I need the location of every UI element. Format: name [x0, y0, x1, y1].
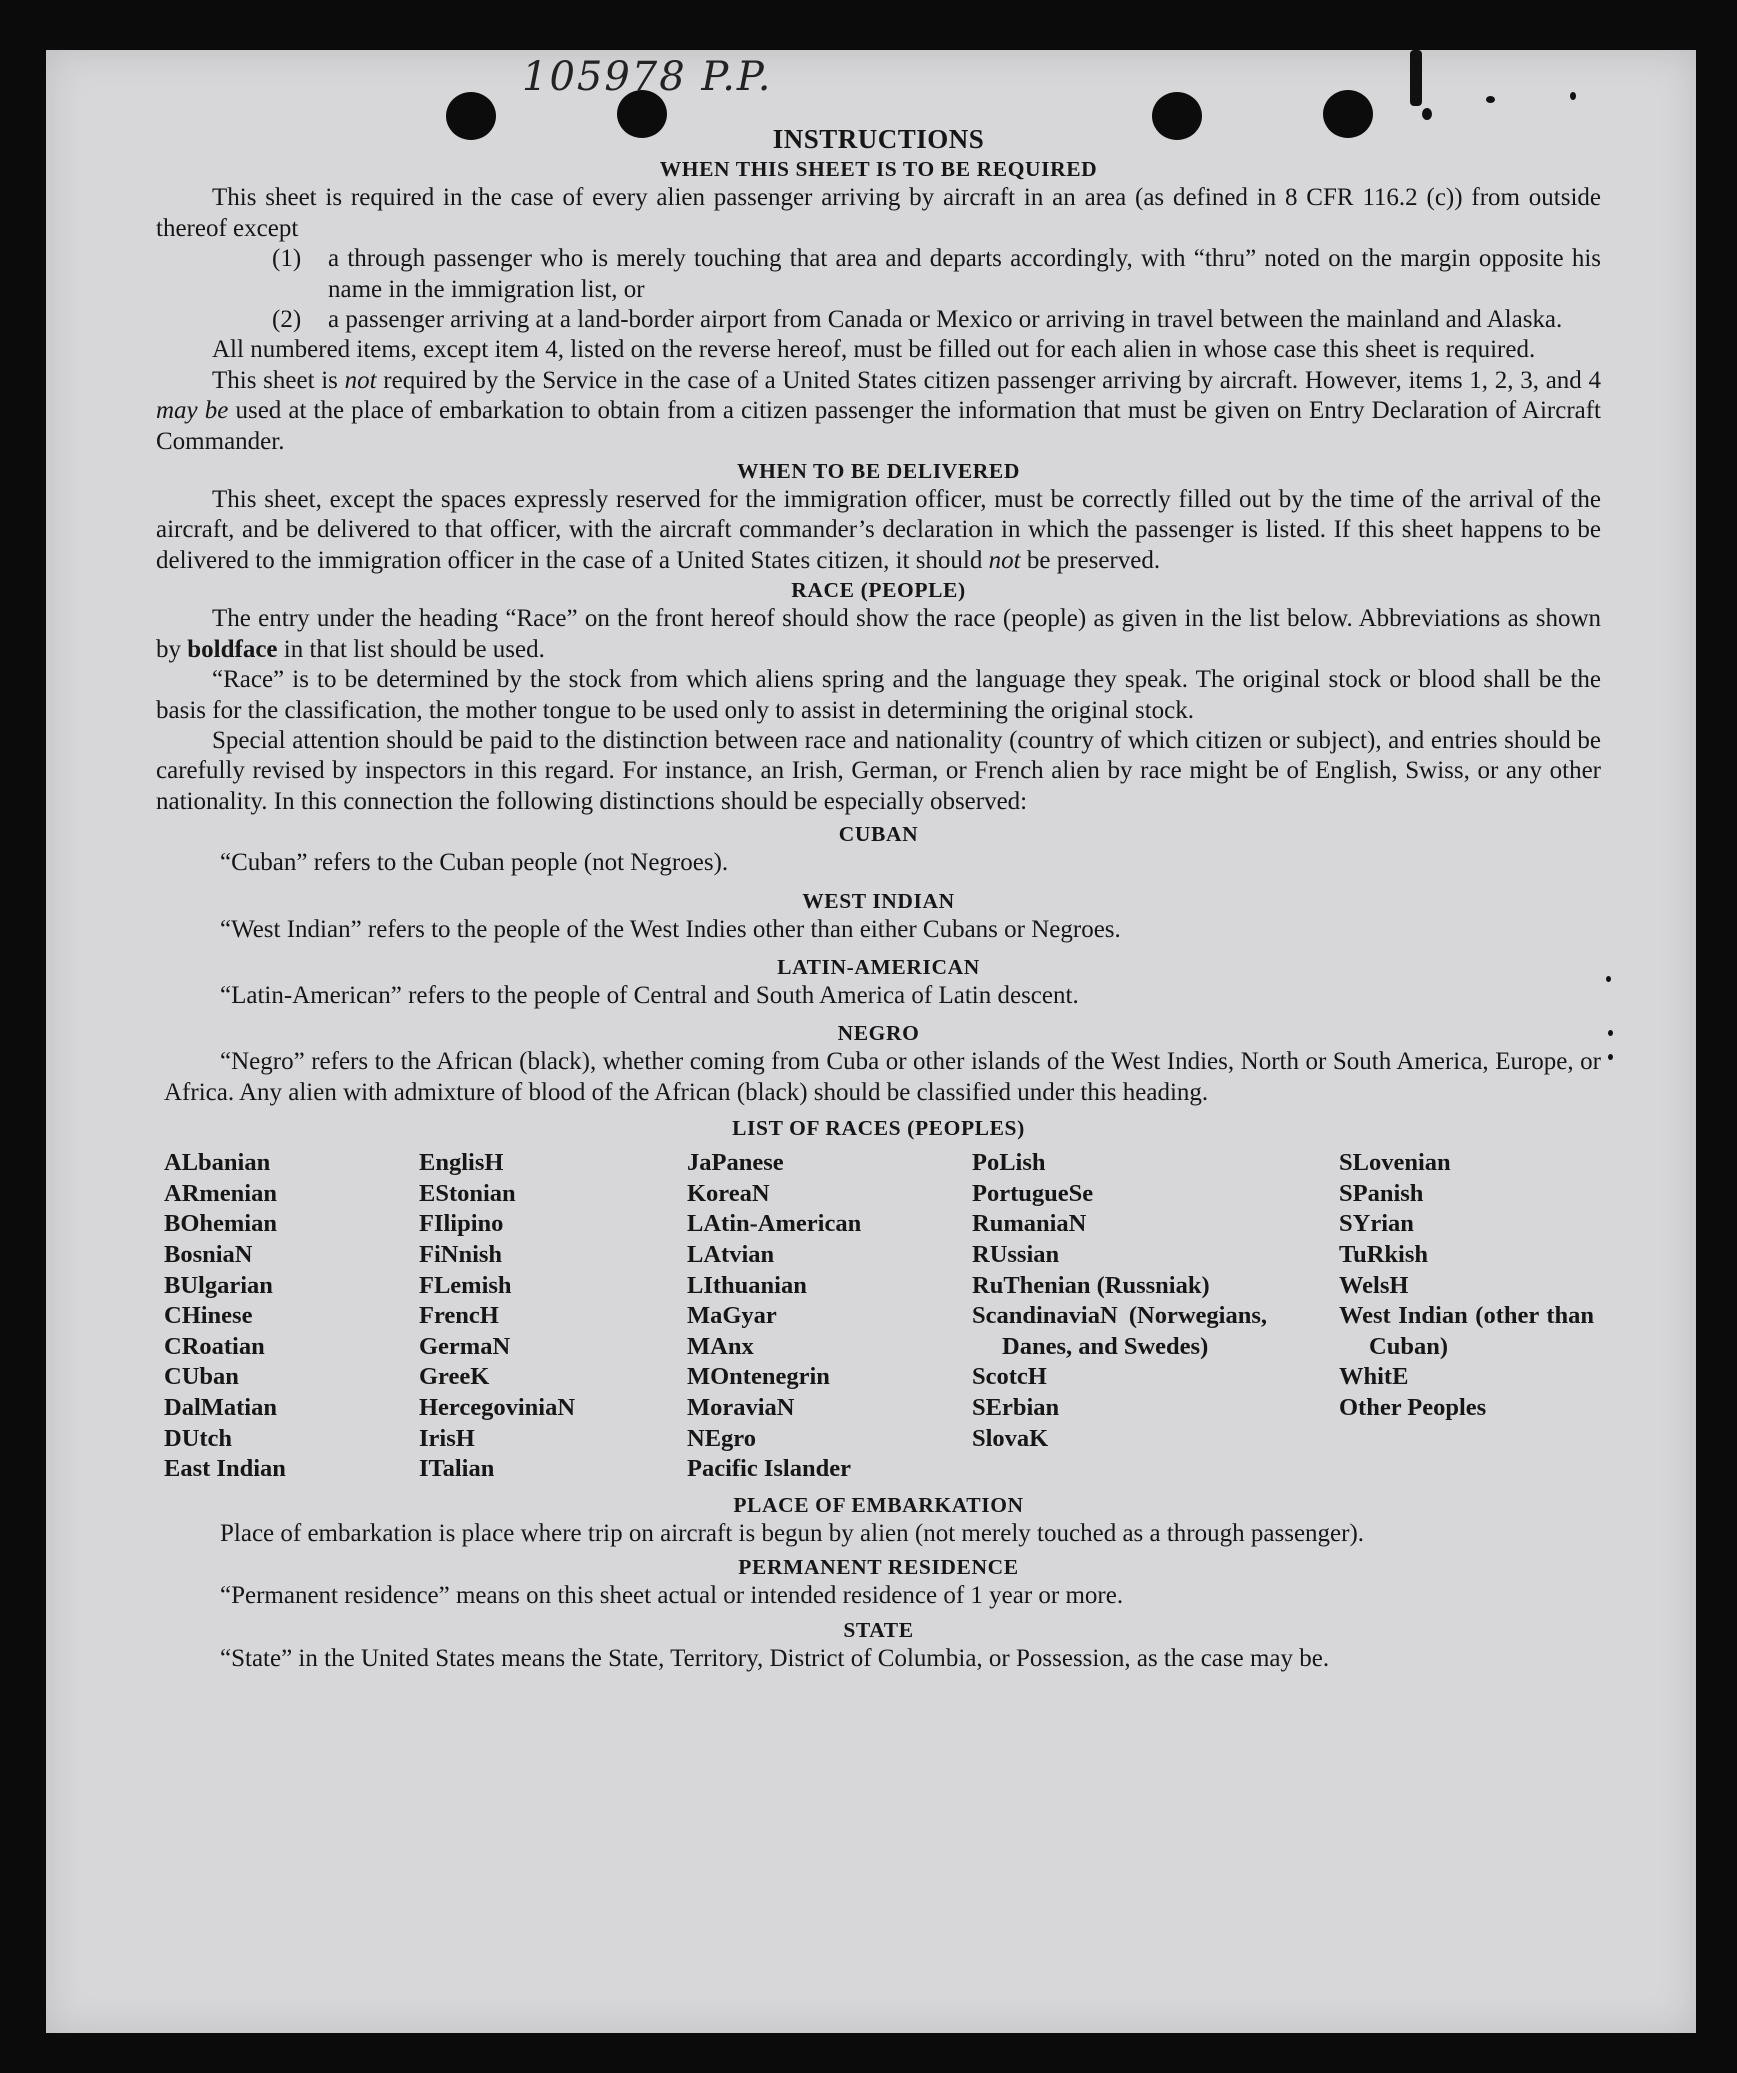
section-heading: LIST OF RACES (PEOPLES) — [732, 1116, 1025, 1141]
instructions-body — [156, 124, 1601, 1674]
section-heading: NEGRO — [837, 1021, 920, 1046]
paragraph: Place of embarkation is place where trip on aircraft is begun by alien (not merely touched as a through passenger). — [220, 1519, 1365, 1547]
section-heading: WEST INDIAN — [802, 888, 955, 913]
document-sheet — [46, 50, 1696, 2033]
race-entry: HercegoviniaN — [419, 1393, 576, 1421]
race-entry: PoLish — [972, 1149, 1046, 1177]
race-entry: SErbian — [972, 1393, 1060, 1421]
race-entry: BUlgarian — [164, 1271, 273, 1299]
race-entry: GermaN — [419, 1332, 511, 1360]
paragraph: “Race” is to be determined by the stock from which aliens spring and the language they speak. The original stock or blood shall be the basis for the classification, the mother tongue to be used only to assist in determining the original stock. — [156, 666, 1601, 724]
race-entry: CHinese — [164, 1302, 253, 1330]
race-entry: PortugueSe — [972, 1179, 1094, 1207]
section-heading: WHEN TO BE DELIVERED — [736, 459, 1021, 484]
section-heading: PLACE OF EMBARKATION — [733, 1492, 1024, 1517]
race-entry: DalMatian — [164, 1393, 277, 1421]
races-column — [164, 1148, 419, 1485]
races-column — [419, 1148, 687, 1485]
ink-speck — [1410, 50, 1422, 106]
race-entry: ALbanian — [164, 1149, 271, 1177]
section-heading: PERMANENT RESIDENCE — [738, 1555, 1019, 1580]
page-title: INSTRUCTIONS — [772, 124, 985, 154]
paragraph: This sheet, except the spaces expressly reserved for the immigration officer, must be correctly filled out by the time of the arrival of the aircraft, and be delivered to that officer, with the aircraft commander’s declaration in which the passenger is listed. If this sheet happens to be delivered to the immigration officer in the case of a United States citizen, it should not be preserved. — [156, 486, 1601, 574]
item-number: (1) — [272, 245, 302, 273]
race-entry: EStonian — [419, 1179, 516, 1207]
race-entry: ScotcH — [972, 1363, 1047, 1391]
races-column — [687, 1148, 972, 1485]
paragraph: The entry under the heading “Race” on the front hereof should show the race (people) as given in the list below. Abbreviations as shown by boldface in that list should be used. — [156, 605, 1601, 663]
paragraph: “Latin-American” refers to the people of Central and South America of Latin descent. — [220, 981, 1079, 1009]
race-entry: SPanish — [1339, 1179, 1424, 1207]
ink-speck — [1422, 108, 1432, 120]
paragraph: “West Indian” refers to the people of the West Indies other than either Cubans or Negroes. — [220, 915, 1121, 943]
ink-speck — [1608, 1054, 1613, 1060]
race-entry: LAtin-American — [687, 1210, 862, 1238]
race-entry: East Indian — [164, 1455, 286, 1483]
race-entry: WhitE — [1339, 1363, 1409, 1391]
race-entry: FrencH — [419, 1302, 499, 1330]
ink-speck — [1608, 1030, 1613, 1036]
paragraph: “Permanent residence” means on this sheet actual or intended residence of 1 year or more. — [220, 1582, 1124, 1610]
paragraph: All numbered items, except item 4, listed on the reverse hereof, must be filled out for each alien in whose case this sheet is required. — [212, 336, 1536, 364]
race-entry: MAnx — [687, 1332, 754, 1360]
race-entry: MaGyar — [687, 1302, 777, 1330]
race-entry: IrisH — [419, 1424, 475, 1452]
race-entry: RumaniaN — [972, 1210, 1087, 1238]
race-entry: ScandinaviaN (Norwegians, Danes, and Swedes) — [972, 1302, 1267, 1360]
race-entry: NEgro — [687, 1424, 756, 1452]
item-text: a through passenger who is merely touching that area and departs accordingly, with “thru” noted on the margin opposite his name in the immigration list, or — [328, 245, 1601, 303]
paragraph: This sheet is not required by the Service in the case of a United States citizen passenger arriving by aircraft. However, items 1, 2, 3, and 4 may be used at the place of embarkation to obtain from a citizen passenger the information that must be given on Entry Declaration of Aircraft Commander. — [156, 366, 1602, 455]
item-text: a passenger arriving at a land-border airport from Canada or Mexico or arriving in travel between the mainland and Alaska. — [328, 306, 1563, 334]
race-entry: FIlipino — [419, 1210, 504, 1238]
race-entry: CRoatian — [164, 1332, 265, 1360]
race-entry: MOntenegrin — [687, 1363, 830, 1391]
race-entry: RUssian — [972, 1240, 1060, 1268]
race-entry: FLemish — [419, 1271, 512, 1299]
section-heading: STATE — [843, 1617, 914, 1642]
paragraph: This sheet is required in the case of every alien passenger arriving by aircraft in an area (as defined in 8 CFR 116.2 (c)) from outside thereof except — [156, 184, 1601, 242]
races-list — [164, 1148, 1612, 1485]
section-heading: WHEN THIS SHEET IS TO BE REQUIRED — [659, 157, 1098, 182]
race-entry: MoraviaN — [687, 1393, 795, 1421]
race-entry: FiNnish — [419, 1240, 503, 1268]
races-column — [972, 1148, 1339, 1485]
paragraph: “Cuban” refers to the Cuban people (not Negroes). — [220, 849, 729, 877]
handwritten-note: 105978 P.P. — [522, 54, 773, 100]
race-entry: JaPanese — [687, 1149, 784, 1177]
race-entry: KoreaN — [687, 1179, 770, 1207]
ink-speck — [1606, 976, 1611, 982]
race-entry: LAtvian — [687, 1240, 775, 1268]
ink-speck — [1486, 96, 1495, 103]
race-entry: West Indian (other than Cuban) — [1339, 1302, 1594, 1360]
race-entry: ITalian — [419, 1455, 495, 1483]
list-item — [272, 244, 1601, 305]
race-entry: LIthuanian — [687, 1271, 807, 1299]
section-heading: RACE (PEOPLE) — [791, 578, 966, 603]
paragraph: “Negro” refers to the African (black), whether coming from Cuba or other islands of the West Indies, North or South America, Europe, or Africa. Any alien with admixture of blood of the African (black) should be classified under this heading. — [164, 1048, 1601, 1106]
race-entry: TuRkish — [1339, 1240, 1429, 1268]
race-entry: CUban — [164, 1363, 239, 1391]
races-column — [1339, 1148, 1594, 1485]
race-entry: SLovenian — [1339, 1149, 1451, 1177]
list-item — [272, 305, 1601, 335]
race-entry: SYrian — [1339, 1210, 1414, 1238]
race-entry: Pacific Islander — [687, 1455, 851, 1483]
section-heading: CUBAN — [838, 822, 919, 847]
race-entry: BosniaN — [164, 1240, 253, 1268]
race-entry: SlovaK — [972, 1424, 1049, 1452]
race-entry: WelsH — [1339, 1271, 1409, 1299]
race-entry: RuThenian (Russniak) — [972, 1271, 1210, 1299]
paragraph: Special attention should be paid to the distinction between race and nationality (country of which citizen or subject), and entries should be carefully revised by inspectors in this regard. For instance, an Irish, German, or French alien by race might be of English, Swiss, or any other nationality. In this connection the following distinctions should be especially observed: — [156, 726, 1601, 815]
race-entry: DUtch — [164, 1424, 233, 1452]
ink-speck — [1570, 92, 1576, 100]
race-entry: EnglisH — [419, 1149, 504, 1177]
paragraph: “State” in the United States means the State, Territory, District of Columbia, or Possession, as the case may be. — [220, 1644, 1330, 1672]
race-entry: GreeK — [419, 1363, 490, 1391]
race-entry: Other Peoples — [1339, 1393, 1487, 1421]
race-entry: BOhemian — [164, 1210, 277, 1238]
item-number: (2) — [272, 306, 302, 334]
race-entry: ARmenian — [164, 1179, 277, 1207]
section-heading: LATIN-AMERICAN — [777, 954, 980, 979]
